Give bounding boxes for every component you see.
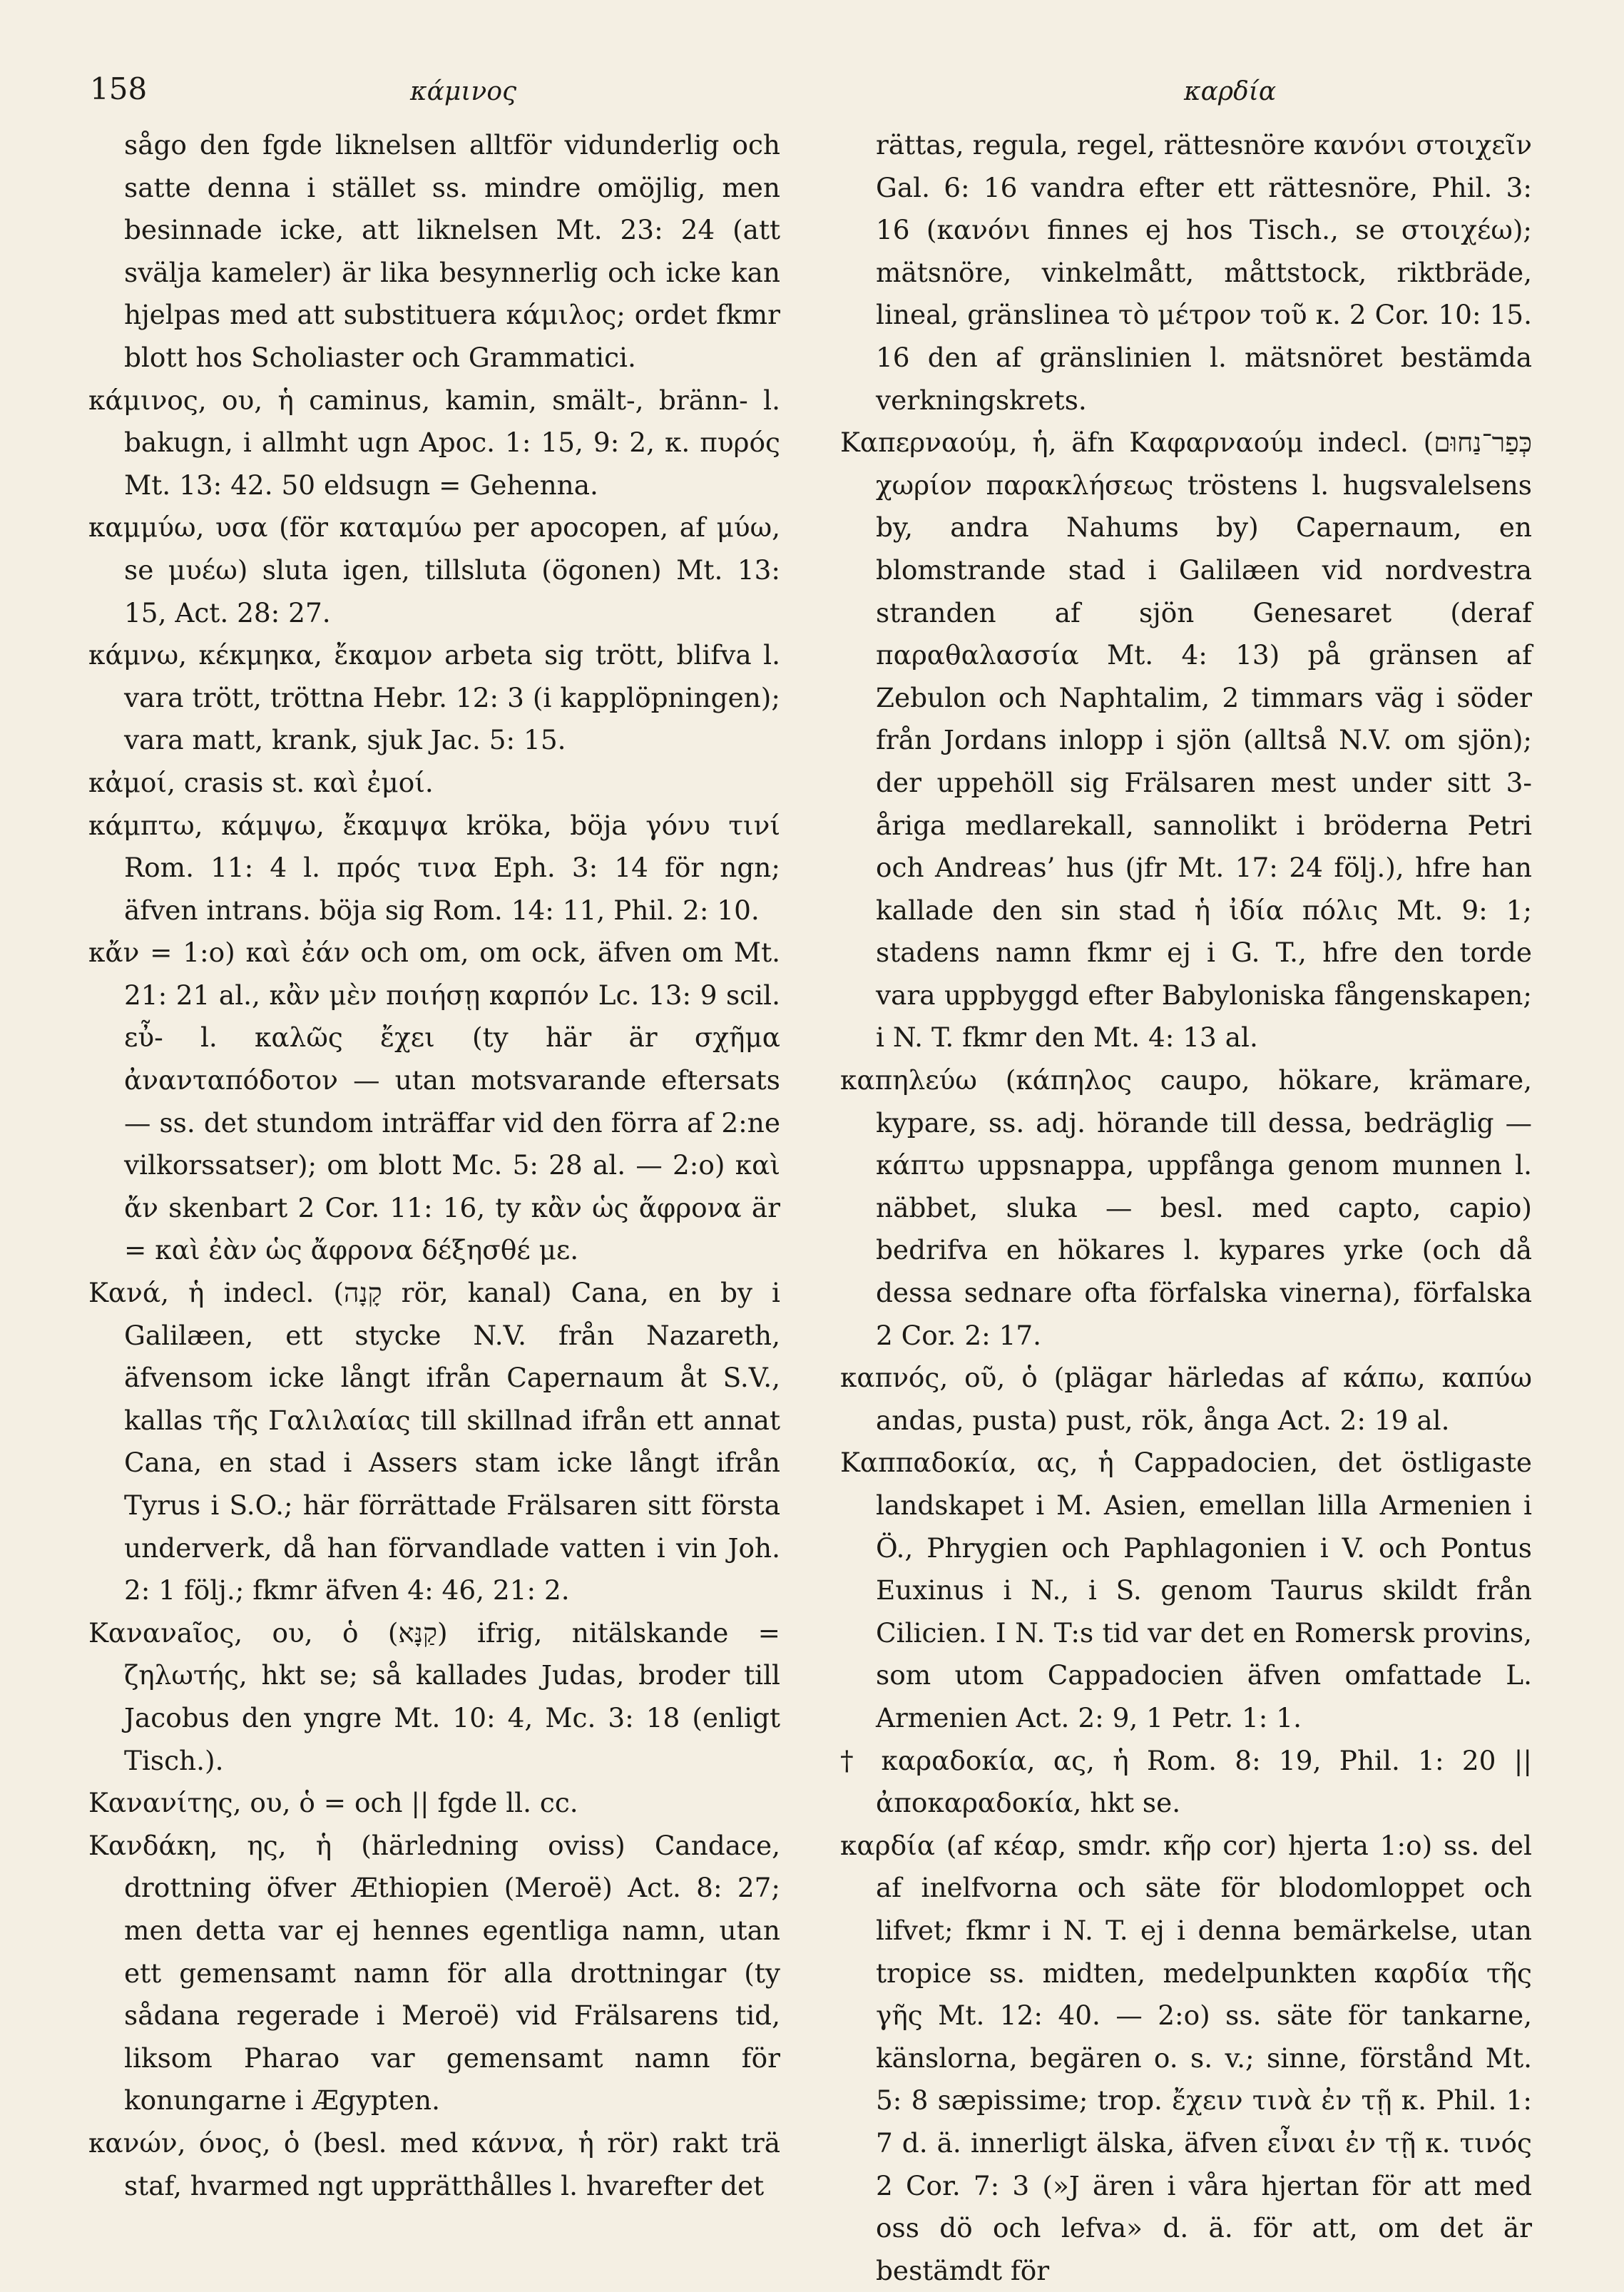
entry-kanon: κανών, όνος, ὁ (besl. med κάννα, ἡ rör) rakt trä staf, hvarmed ngt upprätthålles l. hvarefter det [88, 2127, 780, 2201]
entry-kapeleuo: καπηλεύω (κάπηλος caupo, hökare, krämare, kypare, ss. adj. hörande till dessa, bedräglig — κάπτω uppsnappa, uppfånga genom munnen l. näbbet, sluka — besl. med capto, capio) bedrifva en hökares l. kypares yrke (och då dessa sednare ofta förfalska vinerna), förfalska 2 Cor. 2: 17. [840, 1064, 1532, 1351]
right-column [840, 124, 1532, 2292]
page-number: 158 [90, 71, 148, 106]
entry-kan: κἄν = 1:o) καὶ ἐάν och om, om ock, äfven om Mt. 21: 21 al., κἂν μὲν ποιήσῃ καρπόν Lc. 13: 9 scil. εὖ- l. καλῶς ἔχει (ty här är σχῆμα ἀνανταπόδοτον — utan motsvarande eftersats — ss. det stundom inträffar vid den förra af 2:ne vilkorssatser); om blott Mc. 5: 28 al. — 2:o) καὶ ἄν skenbart 2 Cor. 11: 16, ty κἂν ὡς ἄφρονα är = καὶ ἐὰν ὡς ἄφρονα δέξησθέ με. [88, 937, 780, 1266]
entry-karadokia: † καραδοκία, ας, ἡ Rom. 8: 19, Phil. 1: 20 || ἀποκαραδοκία, hkt se. [840, 1744, 1532, 1819]
entry-kammuo: καμμύω, υσα (för καταμύω per apocopen, af μύω, se μυέω) sluta igen, tillsluta (ögonen) Mt. 13: 15, Act. 28: 27. [88, 511, 780, 628]
entry-kamno: κάμνω, κέκμηκα, ἔκαμον arbeta sig trött, blifva l. vara trött, tröttna Hebr. 12: 3 (i kapplöpningen); vara matt, krank, sjuk Jac. 5: 15. [88, 639, 780, 756]
entry-kananites: Κανανίτης, ου, ὁ = och || fgde ll. cc. [88, 1787, 578, 1819]
left-column [88, 124, 780, 2207]
entry-kamoi: κἀμοί, crasis st. καὶ ἐμοί. [88, 766, 434, 798]
right-running-head: καρδία [1184, 77, 1277, 106]
left-running-head: κάμινος [410, 77, 517, 106]
entry-kardia: καρδία (af κέαρ, smdr. κῆρ cor) hjerta 1:o) ss. del af inelfvorna och säte för blodomloppet och lifvet; fkmr i N. T. ej i denna bemärkelse, utan tropice ss. midten, medelpunkten καρδία τῆς γῆς Mt. 12: 40. — 2:o) ss. säte för tankarne, känslorna, begären o. s. v.; sinne, förstånd Mt. 5: 8 sæpissime; trop. ἔχειν τινὰ ἐν τῇ κ. Phil. 1: 7 d. ä. innerligt älska, äfven εἶναι ἐν τῇ κ. τινός 2 Cor. 7: 3 (»J ären i våra hjertan för att med oss dö och lefva» d. ä. för att, om det är bestämdt för [840, 1829, 1532, 2286]
entry-kampto: κάμπτω, κάμψω, ἔκαμψα kröka, böja γόνυ τινί Rom. 11: 4 l. πρός τινα Eph. 3: 14 för ngn; äfven intrans. böja sig Rom. 14: 11, Phil. 2: 10. [88, 809, 780, 926]
entry-kana: Κανά, ἡ indecl. (קָנָה rör, kanal) Cana, en by i Galilæen, ett stycke N.V. från Nazareth, äfvensom icke långt ifrån Capernaum åt S.V., kallas τῆς Γαλιλαίας till skillnad ifrån ett annat Cana, en stad i Assers stam icke långt ifrån Tyrus i S.O.; här förrättade Frälsaren sitt första underverk, då han förvandlade vatten i vin Joh. 2: 1 följ.; fkmr äfven 4: 46, 21: 2. [88, 1277, 780, 1606]
entry-kanon-continuation: rättas, regula, regel, rättesnöre κανόνι στοιχεῖν Gal. 6: 16 vandra efter ett rättesnöre, Phil. 3: 16 (κανόνι finnes ej hos Tisch., se στοιχέω); mätsnöre, vinkelmått, måttstock, riktbräde, lineal, gränslinea τὸ μέτρον τοῦ κ. 2 Cor. 10: 15. 16 den af gränslinien l. mätsnöret bestämda verkningskrets. [876, 129, 1532, 416]
entry-kappadokia: Καππαδοκία, ας, ἡ Cappadocien, det östligaste landskapet i M. Asien, emellan lilla Armenien i Ö., Phrygien och Paphlagonien i V. och Pontus Euxinus i N., i S. genom Taurus skildt från Cilicien. I N. T:s tid var det en Romersk provins, som utom Cappadocien äfven omfattade L. Armenien Act. 2: 9, 1 Petr. 1: 1. [840, 1447, 1532, 1733]
entry-kapnos: καπνός, οῦ, ὁ (plägar härledas af κάπω, καπύω andas, pusta) pust, rök, ånga Act. 2: 19 al. [840, 1362, 1532, 1436]
entry-kandake: Κανδάκη, ης, ἡ (härledning oviss) Candace, drottning öfver Æthiopien (Meroë) Act. 8: 27; men detta var ej hennes egentliga namn, utan ett gemensamt namn för alla drottningar (ty sådana regerade i Meroë) vid Frälsarens tid, liksom Pharao var gemensamt namn för konungarne i Ægypten. [88, 1829, 780, 2117]
entry-kapernaoum: Καπερναούμ, ἡ, äfn Καφαρναούμ indecl. (כְּפַר־נַחוּם χωρίον παρακλήσεως tröstens l. hugsvalelsens by, andra Nahums by) Capernaum, en blomstrande stad i Galilæen vid nordvestra stranden af sjön Genesaret (deraf παραθαλασσία Mt. 4: 13) på gränsen af Zebulon och Naphtalim, 2 timmars väg i söder från Jordans inlopp i sjön (alltså N.V. om sjön); der uppehöll sig Frälsaren mest under sitt 3-åriga medlarekall, sannolikt i bröderna Petri och Andreas’ hus (jfr Mt. 17: 24 följ.), hfre han kallade den sin stad ἡ ἰδία πόλις Mt. 9: 1; stadens namn fkmr ej i G. T., hfre den torde vara uppbyggd efter Babyloniska fångenskapen; i N. T. fkmr den Mt. 4: 13 al. [840, 427, 1532, 1054]
entry-continuation: sågo den fgde liknelsen alltför vidunderlig och satte denna i stället ss. mindre omöjlig, men besinnade icke, att liknelsen Mt. 23: 24 (att svälja kameler) är lika besynnerlig och icke kan hjelpas med att substituera κάμιλος; ordet fkmr blott hos Scholiaster och Grammatici. [124, 129, 780, 373]
entry-kananaios: Κανανaῖος, ου, ὁ (קַנָּא) ifrig, nitälskande = ζηλωτής, hkt se; så kallades Judas, broder till Jacobus den yngre Mt. 10: 4, Mc. 3: 18 (enligt Tisch.). [88, 1616, 780, 1776]
entry-kaminos: κάμινος, ου, ἡ caminus, kamin, smält-, bränn- l. bakugn, i allmht ugn Apoc. 1: 15, 9: 2, κ. πυρός Mt. 13: 42. 50 eldsugn = Gehenna. [88, 384, 780, 501]
